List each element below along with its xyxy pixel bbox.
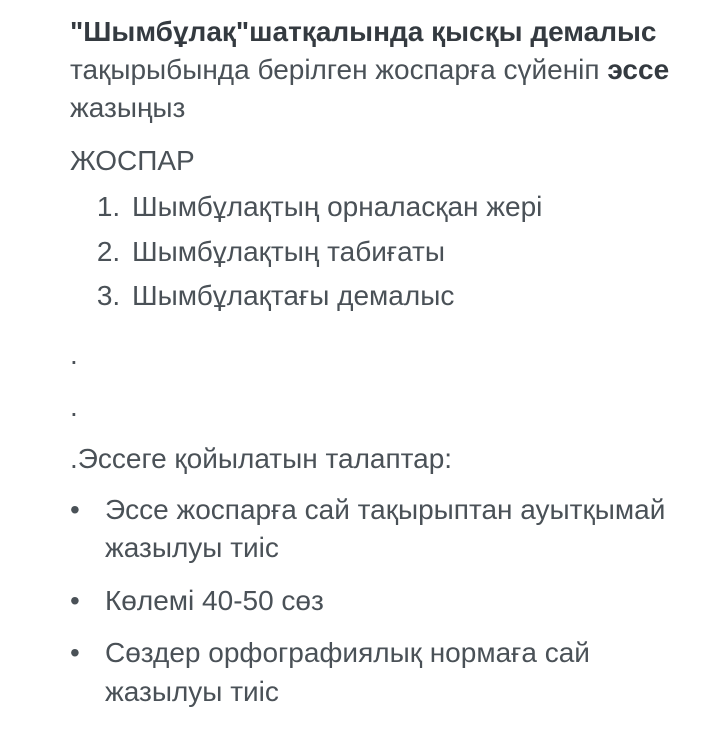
requirement-text: Эссе жоспарға сай тақырыптан ауытқымай жазылуы тиіс [105, 493, 666, 563]
plan-item: 1. Шымбұлақтың орналасқан жері [128, 185, 680, 230]
separator-dot: . [70, 338, 78, 370]
plan-item: 2. Шымбұлақтың табиғаты [128, 230, 680, 275]
requirement-text: Көлемі 40-50 сөз [105, 584, 324, 616]
plan-item: 3. Шымбұлақтағы демалыс [128, 274, 680, 319]
heading-text-end: жазыңыз [70, 92, 186, 123]
requirement-text: Сөздер орфографиялық нормаға сай жазылуы тиіс [105, 637, 590, 707]
plan-title: ЖОСПАР [70, 145, 195, 176]
task-heading [70, 13, 680, 127]
heading-bold-topic: "Шымбұлақ"шатқалында қысқы демалыс [70, 16, 657, 47]
requirements-list [70, 491, 680, 712]
bullet-icon: • [70, 584, 80, 616]
requirements-title: .Эссеге қойылатын талаптар: [70, 442, 453, 474]
requirement-item [70, 634, 680, 711]
heading-bold-essay: эссе [607, 54, 670, 85]
plan-list [70, 185, 680, 319]
heading-text: тақырыбында берілген жоспарға сүйеніп [70, 54, 608, 85]
requirement-item [70, 491, 680, 568]
bullet-icon: • [70, 637, 80, 668]
bullet-icon: • [70, 493, 80, 525]
requirement-item [70, 582, 680, 621]
separator-dot: . [70, 390, 78, 422]
